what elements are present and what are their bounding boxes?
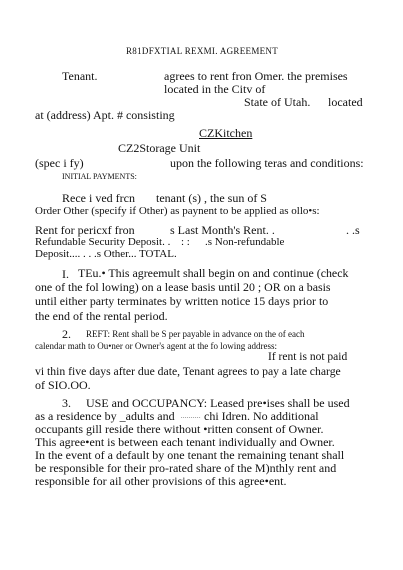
section-2-line-1: REFT: Rent shall be S per payable in advance on the of each: [86, 329, 305, 339]
located-in-text: located in the Citv of: [164, 82, 266, 96]
section-3-line-2a: as a residence by _adults and: [35, 409, 175, 423]
agrees-text: agrees to rent fron Omer. the premises: [164, 69, 348, 83]
section-1-line-3: until either party terminates by written notice 15 days prior to: [35, 294, 329, 308]
refundable-deposit-text: Refundable Security Deposit. .: [35, 236, 171, 248]
storage-option: CZ2Storage Unit: [118, 141, 201, 155]
section-3-line-1: USE and OCCUPANCY: Leased pre•ises shall be used: [86, 396, 350, 410]
section-3-line-4: This agree•ent is between each tenant individually and Owner.: [35, 435, 335, 449]
received-from-text: Rece i ved frcn: [62, 191, 135, 205]
specify-label: (spec i fy): [35, 156, 84, 170]
last-month-amount: . .s: [346, 223, 360, 237]
refundable-amount: : :: [181, 236, 190, 248]
order-other-text: Order Other (specify if Other) as paynent to be applied as ollo•s:: [35, 205, 320, 217]
address-line: at (address) Apt. # consisting: [35, 108, 175, 122]
section-1-number: I.: [62, 267, 69, 281]
non-refundable-text: .s Non-refundable: [205, 236, 285, 248]
tenant-label: Tenant.: [62, 69, 98, 83]
rent-for-period-text: Rent for pericxf fron: [35, 223, 135, 237]
last-month-rent-text: s Last Month's Rent. .: [170, 223, 275, 237]
initial-payments-heading: INITIAL PAYMENTS:: [62, 172, 137, 181]
section-3-line-2b: chi Idren. No additional: [204, 409, 319, 423]
section-3-line-6: be responsible for their pro-rated share of the M)nthly rent and: [35, 461, 337, 475]
section-3-number: 3.: [62, 396, 71, 410]
conditions-text: upon the following teras and conditions:: [170, 156, 364, 170]
kitchen-option: CZKitchen: [199, 126, 253, 140]
located-text: located: [328, 95, 363, 109]
section-2-line-4: vi thin five days after due date, Tenant agrees to pay a late charge: [35, 365, 341, 378]
section-3-line-5: In the event of a default by one tenant the remaining tenant shall: [35, 448, 345, 462]
section-2-line-5: of SIO.OO.: [35, 378, 91, 392]
section-2-line-2: calendar math to Ou•ner or Owner's agent at the fo lowing address:: [35, 341, 277, 351]
section-2-number: 2.: [62, 327, 71, 341]
tenant-sum-text: tenant (s) , the sun of S: [156, 191, 267, 205]
deposit-other-total: Deposit.... . . .s Other... TOTAL.: [35, 248, 177, 260]
document-title: R81DFXTIAL REXMI. AGREEMENT: [126, 46, 279, 56]
state-text: State of Utah.: [244, 95, 311, 109]
section-1-line-1: TEu.• This agreemult shall begin on and continue (check: [78, 266, 349, 280]
section-1-line-2: one of the fol lowing) on a lease basis until 20 ; OR on a basis: [35, 280, 331, 294]
section-1-line-4: the end of the rental period.: [35, 309, 168, 323]
children-blank: ..........: [181, 414, 201, 420]
section-3-line-7: responsible for ail other provisions of this agree•ent.: [35, 474, 287, 488]
section-3-line-3: occupants gill reside there without •ritten consent of Owner.: [35, 422, 324, 436]
section-2-line-3: If rent is not paid: [268, 351, 348, 363]
